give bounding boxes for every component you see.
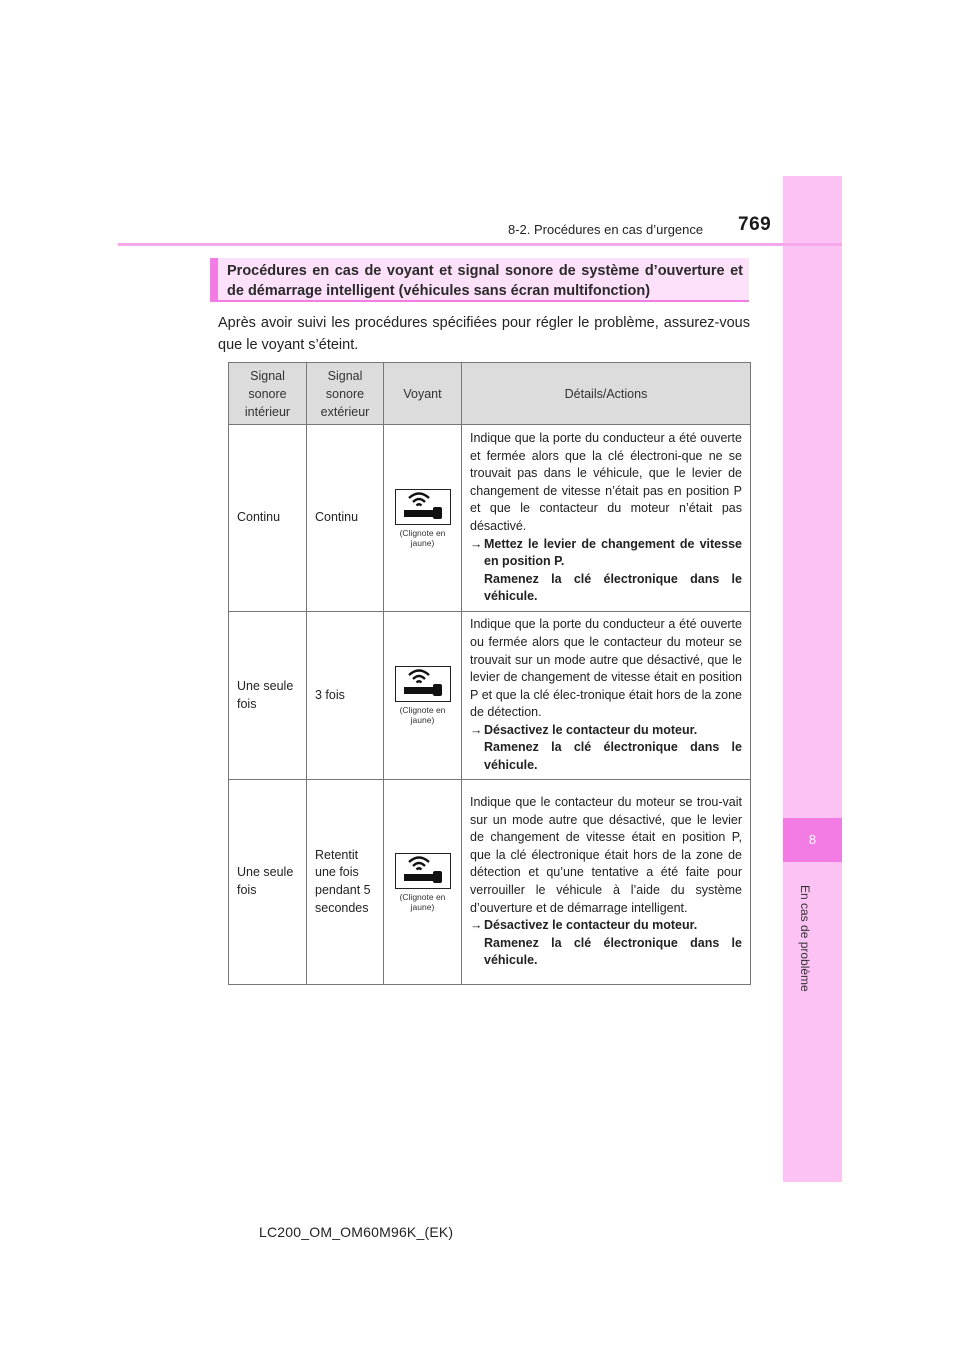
- section-title: Procédures en cas de voyant et signal sonore de système d’ouverture et de démarrage intelligent (véhicules sans écran multifonction): [210, 258, 749, 302]
- key-warning-light-icon: [395, 853, 451, 889]
- detail-text: Indique que le contacteur du moteur se trou-vait sur un mode autre que désactivé, que le levier de changement de vitesse était en position P, que la clé électronique était hors de la zone de détection et qu’une tentative a été faite pour verrouiller le véhicule à l’aide du système d’ouverture et de démarrage intelligent.: [470, 795, 742, 915]
- chapter-label-wrap: [798, 885, 826, 1005]
- header-rule: [118, 243, 842, 246]
- icon-caption: (Clignote en jaune): [399, 891, 446, 912]
- table-header-row: [229, 363, 751, 425]
- header-interior-buzzer: Signal sonore intérieur: [229, 363, 307, 425]
- cell-details: [462, 780, 751, 985]
- cell-warning-light: [384, 780, 462, 985]
- section-header: 8-2. Procédures en cas d’urgence: [508, 222, 704, 237]
- cell-interior: Une seule fois: [229, 780, 307, 985]
- detail-text: Indique que la porte du conducteur a été ouverte ou fermée alors que le contacteur du moteur se trouvait sur un mode autre que désactivé, que le levier de changement de vitesse était en position P et que la clé élec-tronique était hors de la zone de détection.: [470, 617, 742, 720]
- chapter-label: En cas de problème: [798, 885, 812, 992]
- action-block: [470, 536, 742, 606]
- header-warning-light: Voyant: [384, 363, 462, 425]
- action-step: Mettez le levier de changement de vitesse en position P.: [484, 536, 742, 569]
- document-code-footer: LC200_OM_OM60M96K_(EK): [259, 1224, 454, 1240]
- page-number: 769: [738, 214, 772, 235]
- intro-paragraph: Après avoir suivi les procédures spécifiées pour régler le problème, assurez-vous que le voyant s’éteint.: [218, 315, 750, 353]
- arrow-icon: →: [470, 536, 483, 551]
- table-row: [229, 425, 751, 612]
- arrow-icon: →: [470, 918, 483, 933]
- table-row: [229, 780, 751, 985]
- table-row: [229, 612, 751, 780]
- cell-warning-light: [384, 612, 462, 780]
- action-block: [470, 722, 742, 775]
- cell-exterior: Retentit une fois pendant 5 secondes: [307, 780, 384, 985]
- warning-table: [228, 362, 751, 985]
- cell-details: [462, 612, 751, 780]
- action-step: Ramenez la clé électronique dans le véhicule.: [484, 935, 742, 968]
- icon-caption: (Clignote en jaune): [399, 705, 446, 725]
- header-details-actions: Détails/Actions: [462, 363, 751, 425]
- cell-exterior: 3 fois: [307, 612, 384, 780]
- action-step: Désactivez le contacteur du moteur.: [484, 722, 698, 737]
- action-step: Ramenez la clé électronique dans le véhicule.: [484, 571, 742, 604]
- cell-warning-light: [384, 425, 462, 612]
- icon-caption: (Clignote en jaune): [399, 527, 446, 548]
- arrow-icon: →: [470, 722, 483, 737]
- detail-text: Indique que la porte du conducteur a été ouverte et fermée alors que la clé électroni-que ne se trouvait pas dans le véhicule, que le levier de changement de vitesse n’était pas en position P et que le contacteur du moteur n’était pas désactivé.: [470, 431, 742, 533]
- key-warning-light-icon: [395, 489, 451, 525]
- key-warning-light-icon: [395, 666, 451, 702]
- cell-details: [462, 425, 751, 612]
- cell-interior: Une seule fois: [229, 612, 307, 780]
- header-exterior-buzzer: Signal sonore extérieur: [307, 363, 384, 425]
- action-step: Désactivez le contacteur du moteur.: [484, 918, 698, 933]
- chapter-number: 8: [783, 818, 842, 862]
- cell-exterior: Continu: [307, 425, 384, 612]
- cell-interior: Continu: [229, 425, 307, 612]
- action-block: [470, 917, 742, 970]
- chapter-side-tab: [783, 176, 842, 1182]
- action-step: Ramenez la clé électronique dans le véhicule.: [484, 740, 742, 773]
